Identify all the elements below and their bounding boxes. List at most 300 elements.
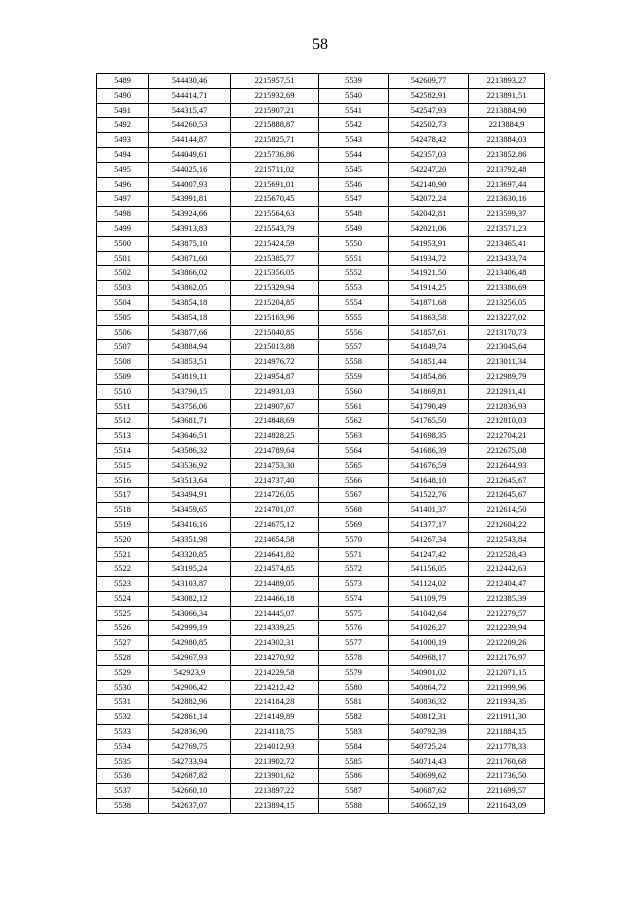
- table-cell-point-number-left: 5531: [97, 695, 149, 710]
- table-row: [97, 651, 545, 666]
- table-cell-y-coordinate-left: 2214675,12: [231, 517, 319, 532]
- table-cell-y-coordinate-left: 2214931,03: [231, 384, 319, 399]
- table-cell-y-coordinate-left: 2214976,72: [231, 355, 319, 370]
- table-cell-point-number-left: 5535: [97, 754, 149, 769]
- table-cell-y-coordinate-right: 2213884,90: [469, 103, 545, 118]
- table-cell-x-coordinate-right: 540864,72: [389, 680, 469, 695]
- table-cell-x-coordinate-right: 540836,32: [389, 695, 469, 710]
- table-cell-x-coordinate-right: 540714,43: [389, 754, 469, 769]
- table-row: [97, 799, 545, 814]
- table-cell-y-coordinate-left: 2215013,88: [231, 340, 319, 355]
- table-cell-y-coordinate-right: 2212176,97: [469, 651, 545, 666]
- table-cell-x-coordinate-left: 542906,42: [149, 680, 231, 695]
- table-cell-x-coordinate-right: 541854,86: [389, 369, 469, 384]
- table-cell-point-number-left: 5503: [97, 281, 149, 296]
- table-cell-x-coordinate-right: 541000,19: [389, 636, 469, 651]
- table-row: [97, 295, 545, 310]
- table-cell-y-coordinate-left: 2215670,45: [231, 192, 319, 207]
- table-cell-y-coordinate-left: 2214229,58: [231, 665, 319, 680]
- table-row: [97, 443, 545, 458]
- table-row: [97, 725, 545, 740]
- table-cell-point-number-left: 5491: [97, 103, 149, 118]
- table-cell-x-coordinate-right: 541857,61: [389, 325, 469, 340]
- table-cell-x-coordinate-right: 541686,39: [389, 443, 469, 458]
- table-cell-point-number-left: 5524: [97, 591, 149, 606]
- table-cell-x-coordinate-right: 542140,90: [389, 177, 469, 192]
- table-row: [97, 754, 545, 769]
- table-cell-point-number-right: 5587: [319, 784, 389, 799]
- table-cell-point-number-right: 5556: [319, 325, 389, 340]
- table-cell-point-number-right: 5562: [319, 414, 389, 429]
- table-row: [97, 281, 545, 296]
- table-cell-point-number-left: 5521: [97, 547, 149, 562]
- table-cell-point-number-right: 5552: [319, 266, 389, 281]
- table-cell-point-number-right: 5574: [319, 591, 389, 606]
- table-cell-x-coordinate-right: 541869,81: [389, 384, 469, 399]
- table-cell-point-number-right: 5555: [319, 310, 389, 325]
- coordinates-table: [96, 73, 545, 814]
- table-cell-y-coordinate-left: 2214118,75: [231, 725, 319, 740]
- table-cell-y-coordinate-right: 2212644,93: [469, 458, 545, 473]
- table-cell-y-coordinate-left: 2214701,07: [231, 503, 319, 518]
- table-cell-point-number-left: 5514: [97, 443, 149, 458]
- table-cell-x-coordinate-left: 542861,14: [149, 710, 231, 725]
- table-row: [97, 310, 545, 325]
- table-cell-point-number-right: 5571: [319, 547, 389, 562]
- table-cell-x-coordinate-left: 542637,07: [149, 799, 231, 814]
- table-cell-point-number-right: 5560: [319, 384, 389, 399]
- table-cell-y-coordinate-right: 2211643,09: [469, 799, 545, 814]
- table-cell-x-coordinate-right: 541401,37: [389, 503, 469, 518]
- table-cell-y-coordinate-left: 2214302,31: [231, 636, 319, 651]
- table-cell-y-coordinate-right: 2211999,96: [469, 680, 545, 695]
- table-cell-x-coordinate-left: 543195,24: [149, 562, 231, 577]
- table-cell-x-coordinate-right: 541934,72: [389, 251, 469, 266]
- table-cell-x-coordinate-left: 543103,87: [149, 577, 231, 592]
- table-cell-y-coordinate-right: 2213599,37: [469, 207, 545, 222]
- table-cell-y-coordinate-left: 2215040,85: [231, 325, 319, 340]
- table-cell-x-coordinate-left: 543646,51: [149, 429, 231, 444]
- table-row: [97, 88, 545, 103]
- table-cell-point-number-left: 5523: [97, 577, 149, 592]
- table-cell-y-coordinate-right: 2213045,64: [469, 340, 545, 355]
- table-cell-y-coordinate-left: 2214737,40: [231, 473, 319, 488]
- table-cell-y-coordinate-right: 2213256,05: [469, 295, 545, 310]
- table-cell-x-coordinate-left: 543871,60: [149, 251, 231, 266]
- table-cell-point-number-right: 5584: [319, 739, 389, 754]
- table-cell-point-number-right: 5563: [319, 429, 389, 444]
- table-cell-x-coordinate-left: 543866,02: [149, 266, 231, 281]
- table-cell-x-coordinate-right: 541698,35: [389, 429, 469, 444]
- table-cell-point-number-left: 5508: [97, 355, 149, 370]
- table-cell-point-number-left: 5532: [97, 710, 149, 725]
- table-cell-y-coordinate-left: 2214726,05: [231, 488, 319, 503]
- table-row: [97, 251, 545, 266]
- table-cell-x-coordinate-right: 541676,59: [389, 458, 469, 473]
- table-cell-x-coordinate-right: 541522,76: [389, 488, 469, 503]
- table-row: [97, 384, 545, 399]
- table-cell-x-coordinate-right: 541871,68: [389, 295, 469, 310]
- table-cell-y-coordinate-left: 2214339,25: [231, 621, 319, 636]
- table-cell-point-number-left: 5538: [97, 799, 149, 814]
- table-cell-x-coordinate-right: 540652,19: [389, 799, 469, 814]
- table-cell-point-number-left: 5489: [97, 74, 149, 89]
- table-cell-point-number-right: 5566: [319, 473, 389, 488]
- table-cell-x-coordinate-left: 543875,10: [149, 236, 231, 251]
- table-cell-x-coordinate-left: 542882,96: [149, 695, 231, 710]
- table-cell-point-number-left: 5527: [97, 636, 149, 651]
- table-cell-x-coordinate-right: 542502,73: [389, 118, 469, 133]
- table-cell-point-number-right: 5545: [319, 162, 389, 177]
- table-cell-y-coordinate-right: 2213571,23: [469, 221, 545, 236]
- table-cell-point-number-right: 5569: [319, 517, 389, 532]
- table-cell-y-coordinate-right: 2212385,39: [469, 591, 545, 606]
- table-cell-point-number-right: 5578: [319, 651, 389, 666]
- table-cell-y-coordinate-left: 2214954,87: [231, 369, 319, 384]
- table-cell-y-coordinate-left: 2214789,64: [231, 443, 319, 458]
- table-cell-x-coordinate-right: 541109,79: [389, 591, 469, 606]
- table-cell-point-number-right: 5577: [319, 636, 389, 651]
- table-cell-point-number-left: 5525: [97, 606, 149, 621]
- table-cell-x-coordinate-right: 541863,58: [389, 310, 469, 325]
- table-row: [97, 236, 545, 251]
- table-cell-x-coordinate-left: 543862,05: [149, 281, 231, 296]
- table-cell-x-coordinate-left: 543494,91: [149, 488, 231, 503]
- table-cell-x-coordinate-right: 541921,50: [389, 266, 469, 281]
- table-cell-point-number-left: 5504: [97, 295, 149, 310]
- table-row: [97, 784, 545, 799]
- table-cell-point-number-right: 5570: [319, 532, 389, 547]
- table-row: [97, 355, 545, 370]
- table-cell-point-number-left: 5512: [97, 414, 149, 429]
- table-cell-x-coordinate-left: 543884,94: [149, 340, 231, 355]
- table-cell-x-coordinate-right: 542609,77: [389, 74, 469, 89]
- table-cell-point-number-left: 5529: [97, 665, 149, 680]
- table-cell-x-coordinate-right: 541247,42: [389, 547, 469, 562]
- table-row: [97, 710, 545, 725]
- table-cell-x-coordinate-left: 543320,85: [149, 547, 231, 562]
- table-cell-y-coordinate-right: 2211778,33: [469, 739, 545, 754]
- table-cell-point-number-right: 5540: [319, 88, 389, 103]
- table-cell-x-coordinate-right: 540812,31: [389, 710, 469, 725]
- table-cell-point-number-right: 5572: [319, 562, 389, 577]
- table-cell-point-number-right: 5561: [319, 399, 389, 414]
- table-cell-point-number-left: 5490: [97, 88, 149, 103]
- table-cell-x-coordinate-left: 544007,93: [149, 177, 231, 192]
- table-cell-y-coordinate-left: 2214654,58: [231, 532, 319, 547]
- table-cell-point-number-left: 5516: [97, 473, 149, 488]
- table-row: [97, 606, 545, 621]
- table-cell-y-coordinate-right: 2212614,50: [469, 503, 545, 518]
- table-cell-x-coordinate-right: 542547,93: [389, 103, 469, 118]
- table-cell-point-number-right: 5546: [319, 177, 389, 192]
- table-cell-x-coordinate-left: 542923,9: [149, 665, 231, 680]
- table-row: [97, 162, 545, 177]
- table-cell-point-number-left: 5493: [97, 133, 149, 148]
- table-row: [97, 532, 545, 547]
- table-cell-y-coordinate-left: 2215932,69: [231, 88, 319, 103]
- table-row: [97, 473, 545, 488]
- table-cell-point-number-left: 5501: [97, 251, 149, 266]
- table-cell-x-coordinate-right: 540792,39: [389, 725, 469, 740]
- table-cell-x-coordinate-left: 543459,65: [149, 503, 231, 518]
- table-cell-y-coordinate-left: 2214828,25: [231, 429, 319, 444]
- table-cell-y-coordinate-right: 2213170,73: [469, 325, 545, 340]
- table-cell-y-coordinate-right: 2213227,02: [469, 310, 545, 325]
- table-cell-x-coordinate-left: 544414,71: [149, 88, 231, 103]
- table-cell-y-coordinate-right: 2213011,34: [469, 355, 545, 370]
- table-cell-y-coordinate-left: 2214012,93: [231, 739, 319, 754]
- table-cell-y-coordinate-right: 2212704,21: [469, 429, 545, 444]
- table-cell-point-number-left: 5520: [97, 532, 149, 547]
- table-cell-y-coordinate-left: 2214270,92: [231, 651, 319, 666]
- table-cell-y-coordinate-left: 2214574,85: [231, 562, 319, 577]
- table-row: [97, 118, 545, 133]
- table-row: [97, 621, 545, 636]
- table-row: [97, 325, 545, 340]
- table-cell-point-number-right: 5568: [319, 503, 389, 518]
- table-cell-point-number-left: 5496: [97, 177, 149, 192]
- table-row: [97, 340, 545, 355]
- table-row: [97, 739, 545, 754]
- table-cell-x-coordinate-right: 542357,03: [389, 147, 469, 162]
- table-row: [97, 591, 545, 606]
- table-cell-point-number-right: 5542: [319, 118, 389, 133]
- table-cell-point-number-left: 5519: [97, 517, 149, 532]
- table-row: [97, 399, 545, 414]
- table-cell-y-coordinate-left: 2215691,01: [231, 177, 319, 192]
- table-cell-y-coordinate-left: 2214466,18: [231, 591, 319, 606]
- table-cell-x-coordinate-right: 541849,74: [389, 340, 469, 355]
- table-cell-point-number-right: 5583: [319, 725, 389, 740]
- table-cell-y-coordinate-right: 2213386,69: [469, 281, 545, 296]
- table-row: [97, 636, 545, 651]
- table-cell-point-number-left: 5498: [97, 207, 149, 222]
- table-cell-x-coordinate-left: 542733,94: [149, 754, 231, 769]
- table-row: [97, 547, 545, 562]
- table-cell-y-coordinate-left: 2214641,82: [231, 547, 319, 562]
- table-cell-y-coordinate-right: 2213697,44: [469, 177, 545, 192]
- table-cell-y-coordinate-right: 2213406,48: [469, 266, 545, 281]
- table-cell-y-coordinate-left: 2214184,28: [231, 695, 319, 710]
- table-cell-y-coordinate-left: 2215356,05: [231, 266, 319, 281]
- table-cell-y-coordinate-right: 2212071,15: [469, 665, 545, 680]
- table-cell-point-number-right: 5559: [319, 369, 389, 384]
- table-cell-point-number-right: 5576: [319, 621, 389, 636]
- table-cell-y-coordinate-left: 2215329,94: [231, 281, 319, 296]
- table-cell-point-number-left: 5518: [97, 503, 149, 518]
- table-cell-point-number-right: 5551: [319, 251, 389, 266]
- table-cell-x-coordinate-left: 543351,98: [149, 532, 231, 547]
- table-cell-point-number-right: 5575: [319, 606, 389, 621]
- table-cell-point-number-left: 5536: [97, 769, 149, 784]
- table-cell-point-number-right: 5573: [319, 577, 389, 592]
- table-cell-y-coordinate-left: 2215711,02: [231, 162, 319, 177]
- table-cell-point-number-right: 5543: [319, 133, 389, 148]
- table-cell-x-coordinate-right: 540968,17: [389, 651, 469, 666]
- table-cell-y-coordinate-left: 2215907,21: [231, 103, 319, 118]
- table-cell-point-number-right: 5558: [319, 355, 389, 370]
- table-cell-x-coordinate-right: 541377,17: [389, 517, 469, 532]
- table-cell-x-coordinate-left: 543854,18: [149, 295, 231, 310]
- table-cell-x-coordinate-left: 543854,18: [149, 310, 231, 325]
- table-cell-y-coordinate-left: 2213902,72: [231, 754, 319, 769]
- table-cell-point-number-left: 5530: [97, 680, 149, 695]
- table-cell-y-coordinate-right: 2213852,86: [469, 147, 545, 162]
- table-row: [97, 695, 545, 710]
- table-cell-x-coordinate-left: 543991,81: [149, 192, 231, 207]
- table-cell-y-coordinate-right: 2213630,16: [469, 192, 545, 207]
- table-cell-x-coordinate-left: 544025,16: [149, 162, 231, 177]
- table-cell-point-number-right: 5549: [319, 221, 389, 236]
- table-cell-x-coordinate-right: 541648,10: [389, 473, 469, 488]
- table-cell-x-coordinate-right: 541267,34: [389, 532, 469, 547]
- table-cell-point-number-right: 5550: [319, 236, 389, 251]
- table-cell-y-coordinate-right: 2213893,27: [469, 74, 545, 89]
- table-cell-x-coordinate-left: 542687,82: [149, 769, 231, 784]
- table-row: [97, 74, 545, 89]
- table-row: [97, 133, 545, 148]
- table-cell-y-coordinate-right: 2212528,43: [469, 547, 545, 562]
- table-cell-point-number-right: 5541: [319, 103, 389, 118]
- table-row: [97, 769, 545, 784]
- table-cell-x-coordinate-left: 544049,61: [149, 147, 231, 162]
- table-cell-point-number-left: 5499: [97, 221, 149, 236]
- table-cell-x-coordinate-left: 543513,64: [149, 473, 231, 488]
- table-cell-point-number-left: 5500: [97, 236, 149, 251]
- table-cell-point-number-right: 5567: [319, 488, 389, 503]
- table-cell-point-number-left: 5509: [97, 369, 149, 384]
- table-cell-point-number-left: 5526: [97, 621, 149, 636]
- table-cell-x-coordinate-left: 544315,47: [149, 103, 231, 118]
- table-cell-x-coordinate-left: 542999,19: [149, 621, 231, 636]
- table-cell-y-coordinate-right: 2212239,94: [469, 621, 545, 636]
- table-cell-point-number-left: 5522: [97, 562, 149, 577]
- table-cell-point-number-right: 5565: [319, 458, 389, 473]
- table-cell-x-coordinate-left: 543877,66: [149, 325, 231, 340]
- table-row: [97, 266, 545, 281]
- table-cell-point-number-right: 5539: [319, 74, 389, 89]
- table-cell-point-number-right: 5580: [319, 680, 389, 695]
- table-cell-x-coordinate-left: 542980,85: [149, 636, 231, 651]
- table-cell-point-number-right: 5588: [319, 799, 389, 814]
- table-cell-x-coordinate-right: 541156,05: [389, 562, 469, 577]
- table-row: [97, 207, 545, 222]
- table-cell-x-coordinate-right: 542042,81: [389, 207, 469, 222]
- table-cell-y-coordinate-right: 2213465,41: [469, 236, 545, 251]
- table-cell-x-coordinate-left: 543416,16: [149, 517, 231, 532]
- table-cell-y-coordinate-left: 2214753,30: [231, 458, 319, 473]
- table-cell-point-number-left: 5513: [97, 429, 149, 444]
- table-cell-point-number-left: 5534: [97, 739, 149, 754]
- table-cell-y-coordinate-right: 2212989,79: [469, 369, 545, 384]
- table-cell-y-coordinate-left: 2215564,63: [231, 207, 319, 222]
- table-cell-y-coordinate-left: 2215736,86: [231, 147, 319, 162]
- table-cell-y-coordinate-left: 2215888,87: [231, 118, 319, 133]
- table-cell-point-number-left: 5511: [97, 399, 149, 414]
- table-cell-y-coordinate-left: 2215825,71: [231, 133, 319, 148]
- table-cell-y-coordinate-left: 2213897,22: [231, 784, 319, 799]
- table-cell-point-number-left: 5533: [97, 725, 149, 740]
- table-cell-x-coordinate-left: 542836,90: [149, 725, 231, 740]
- table-cell-x-coordinate-right: 541914,25: [389, 281, 469, 296]
- table-cell-point-number-left: 5505: [97, 310, 149, 325]
- table-cell-y-coordinate-left: 2214212,42: [231, 680, 319, 695]
- table-cell-point-number-right: 5579: [319, 665, 389, 680]
- table-cell-x-coordinate-left: 543756,06: [149, 399, 231, 414]
- table-cell-y-coordinate-left: 2215543,79: [231, 221, 319, 236]
- table-cell-point-number-right: 5548: [319, 207, 389, 222]
- table-cell-point-number-right: 5554: [319, 295, 389, 310]
- table-cell-y-coordinate-left: 2214445,07: [231, 606, 319, 621]
- table-cell-x-coordinate-right: 540725,24: [389, 739, 469, 754]
- table-cell-y-coordinate-right: 2211760,68: [469, 754, 545, 769]
- table-cell-point-number-right: 5581: [319, 695, 389, 710]
- table-row: [97, 562, 545, 577]
- table-row: [97, 503, 545, 518]
- table-cell-y-coordinate-right: 2212404,47: [469, 577, 545, 592]
- table-row: [97, 488, 545, 503]
- table-cell-point-number-left: 5515: [97, 458, 149, 473]
- table-cell-y-coordinate-left: 2213901,62: [231, 769, 319, 784]
- table-cell-x-coordinate-right: 542072,24: [389, 192, 469, 207]
- table-cell-y-coordinate-right: 2212675,08: [469, 443, 545, 458]
- table-cell-y-coordinate-right: 2212645,67: [469, 488, 545, 503]
- table-cell-point-number-left: 5492: [97, 118, 149, 133]
- table-row: [97, 103, 545, 118]
- table-cell-y-coordinate-right: 2213884,03: [469, 133, 545, 148]
- table-cell-x-coordinate-left: 543586,32: [149, 443, 231, 458]
- table-cell-point-number-right: 5564: [319, 443, 389, 458]
- table-cell-y-coordinate-right: 2211911,30: [469, 710, 545, 725]
- table-cell-x-coordinate-right: 542021,06: [389, 221, 469, 236]
- table-cell-y-coordinate-left: 2215957,51: [231, 74, 319, 89]
- table-cell-x-coordinate-right: 542478,42: [389, 133, 469, 148]
- table-cell-y-coordinate-right: 2212442,63: [469, 562, 545, 577]
- table-cell-x-coordinate-left: 544144,87: [149, 133, 231, 148]
- table-cell-y-coordinate-right: 2213433,74: [469, 251, 545, 266]
- table-cell-y-coordinate-right: 2213891,51: [469, 88, 545, 103]
- table-row: [97, 458, 545, 473]
- table-cell-point-number-left: 5497: [97, 192, 149, 207]
- table-cell-y-coordinate-left: 2213894,15: [231, 799, 319, 814]
- table-cell-point-number-right: 5547: [319, 192, 389, 207]
- table-cell-y-coordinate-right: 2213884,9: [469, 118, 545, 133]
- table-cell-point-number-left: 5517: [97, 488, 149, 503]
- table-cell-x-coordinate-right: 540699,62: [389, 769, 469, 784]
- table-cell-x-coordinate-right: 541765,50: [389, 414, 469, 429]
- table-cell-y-coordinate-left: 2214489,05: [231, 577, 319, 592]
- table-row: [97, 192, 545, 207]
- table-cell-y-coordinate-left: 2215385,77: [231, 251, 319, 266]
- table-cell-x-coordinate-right: 540901,02: [389, 665, 469, 680]
- table-cell-y-coordinate-right: 2212209,26: [469, 636, 545, 651]
- table-cell-y-coordinate-left: 2215424,59: [231, 236, 319, 251]
- table-row: [97, 429, 545, 444]
- table-cell-x-coordinate-left: 543082,12: [149, 591, 231, 606]
- table-cell-point-number-right: 5585: [319, 754, 389, 769]
- table-cell-y-coordinate-right: 2211934,35: [469, 695, 545, 710]
- table-cell-point-number-right: 5586: [319, 769, 389, 784]
- table-cell-y-coordinate-right: 2211699,57: [469, 784, 545, 799]
- table-cell-x-coordinate-right: 541953,91: [389, 236, 469, 251]
- table-cell-y-coordinate-right: 2212543,84: [469, 532, 545, 547]
- table-cell-point-number-left: 5506: [97, 325, 149, 340]
- table-cell-point-number-left: 5495: [97, 162, 149, 177]
- table-cell-y-coordinate-right: 2212604,22: [469, 517, 545, 532]
- table-cell-y-coordinate-right: 2213792,48: [469, 162, 545, 177]
- table-cell-y-coordinate-right: 2212279,57: [469, 606, 545, 621]
